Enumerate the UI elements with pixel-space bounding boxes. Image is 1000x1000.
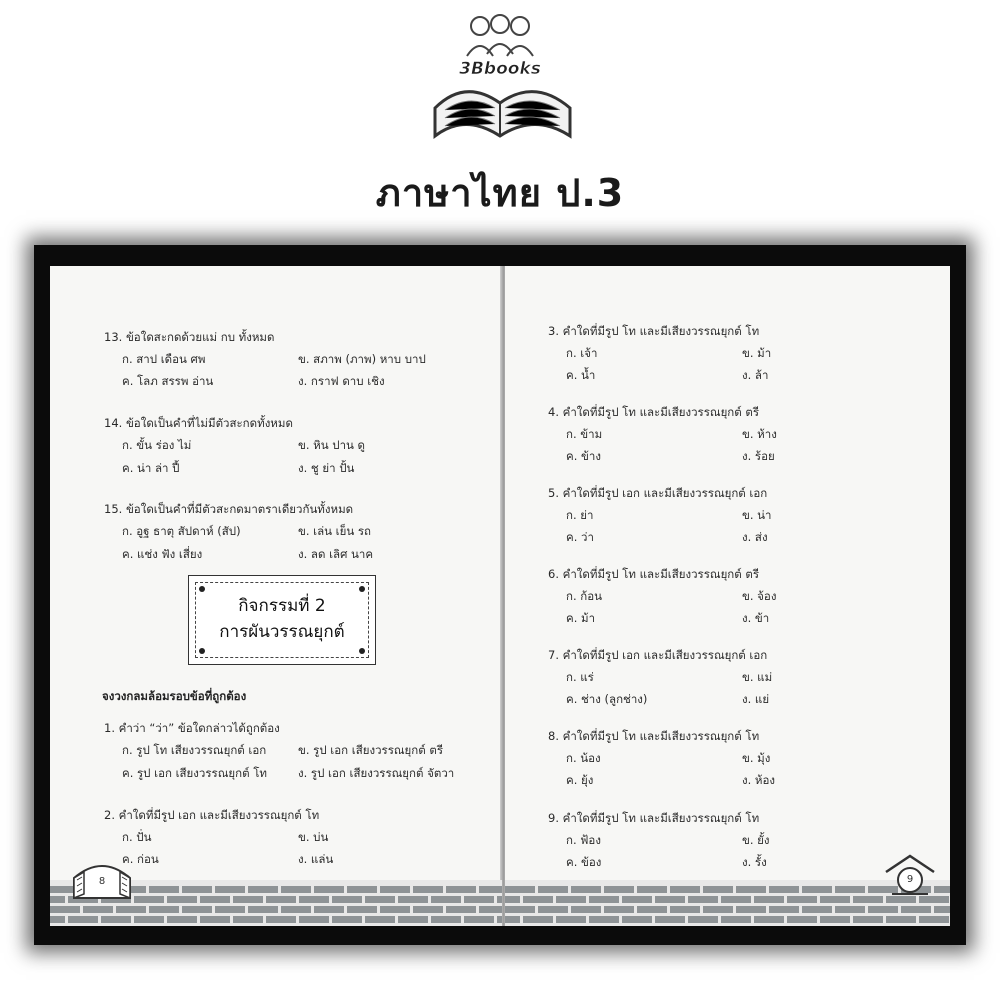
option-c: ค. โลภ สรรพ อ่าน bbox=[122, 374, 214, 388]
option-b: ข. ห้าง bbox=[742, 427, 777, 441]
option-a: ก. สาป เดือน ศพ bbox=[122, 352, 206, 366]
question-7: 7. คำใดที่มีรูป เอก และมีเสียงวรรณยุกต์ เอก bbox=[548, 648, 768, 662]
option-b: ข. แม่ bbox=[742, 670, 773, 684]
option-a: ก. ฟ้อง bbox=[566, 833, 601, 847]
option-a: ก. รูป โท เสียงวรรณยุกต์ เอก bbox=[122, 743, 267, 757]
activity-title: กิจกรรมที่ 2 bbox=[238, 596, 326, 616]
question-4: 4. คำใดที่มีรูป โท และมีเสียงวรรณยุกต์ ตรี bbox=[548, 405, 760, 419]
option-c: ค. ว่า bbox=[566, 530, 594, 544]
option-b: ข. ม้า bbox=[742, 346, 772, 360]
product-title: ภาษาไทย ป.3 bbox=[375, 171, 625, 215]
person-icon bbox=[471, 17, 489, 35]
option-c: ค. ข้อง bbox=[566, 855, 602, 869]
option-c: ค. รูป เอก เสียงวรรณยุกต์ โท bbox=[122, 766, 267, 780]
option-d: ง. ล้า bbox=[742, 368, 769, 382]
option-d: ง. ส่ง bbox=[742, 530, 768, 544]
activity-box bbox=[188, 575, 376, 665]
option-a: ก. ข้าม bbox=[566, 427, 603, 441]
person-icon bbox=[491, 15, 509, 33]
option-c: ค. น้ำ bbox=[566, 368, 596, 382]
option-b: ข. เล่น เย็น รถ bbox=[298, 524, 371, 538]
question-6: 6. คำใดที่มีรูป โท และมีเสียงวรรณยุกต์ ตรี bbox=[548, 567, 760, 581]
option-d: ง. กราฟ ดาบ เชิง bbox=[298, 374, 385, 388]
option-c: ค. ช่าง (ลูกช่าง) bbox=[566, 692, 648, 706]
option-d: ง. ข้า bbox=[742, 611, 770, 625]
option-c: ค. ม้า bbox=[566, 611, 596, 625]
option-b: ข. น่า bbox=[742, 508, 772, 522]
option-d: ง. รูป เอก เสียงวรรณยุกต์ จัตวา bbox=[298, 766, 455, 780]
option-d: ง. ชู ย่า ปั้น bbox=[298, 461, 355, 475]
question-14: 14. ข้อใดเป็นคำที่ไม่มีตัวสะกดทั้งหมด bbox=[104, 416, 293, 430]
option-a: ก. ย่า bbox=[566, 508, 594, 522]
question-8: 8. คำใดที่มีรูป โท และมีเสียงวรรณยุกต์ โท bbox=[548, 729, 760, 743]
option-b: ข. หิน ปาน ดู bbox=[298, 438, 366, 452]
question-5: 5. คำใดที่มีรูป เอก และมีเสียงวรรณยุกต์ เอก bbox=[548, 486, 768, 500]
question-9: 9. คำใดที่มีรูป โท และมีเสียงวรรณยุกต์ โท bbox=[548, 811, 760, 825]
instruction: จงวงกลมล้อมรอบข้อที่ถูกต้อง bbox=[102, 689, 247, 703]
option-c: ค. ก่อน bbox=[122, 852, 159, 866]
option-d: ง. แล่น bbox=[298, 852, 334, 866]
option-b: ข. บ่น bbox=[298, 830, 329, 844]
option-a: ก. น้อง bbox=[566, 751, 601, 765]
option-a: ก. ขั้น ร่อง ไม่ bbox=[122, 438, 192, 452]
question-15: 15. ข้อใดเป็นคำที่มีตัวสะกดมาตราเดียวกันทั้งหมด bbox=[104, 502, 354, 516]
activity-subtitle: การผันวรรณยุกต์ bbox=[219, 622, 345, 642]
option-c: ค. ยุ้ง bbox=[566, 773, 594, 787]
corner-dot bbox=[359, 648, 365, 654]
question-13: 13. ข้อใดสะกดด้วยแม่ กบ ทั้งหมด bbox=[104, 330, 275, 344]
option-b: ข. สภาพ (ภาพ) หาบ บาป bbox=[298, 352, 426, 366]
question-3: 3. คำใดที่มีรูป โท และมีเสียงวรรณยุกต์ โท bbox=[548, 324, 760, 338]
option-d: ง. รั้ง bbox=[742, 855, 767, 869]
question-1: 1. คำว่า “ว่า” ข้อใดกล่าวได้ถูกต้อง bbox=[104, 721, 280, 735]
3bbooks-logo bbox=[405, 8, 595, 158]
option-d: ง. ลด เลิศ นาค bbox=[298, 547, 374, 561]
option-b: ข. จ้อง bbox=[742, 589, 777, 603]
logo-text: 3Bbooks bbox=[459, 59, 541, 79]
option-b: ข. รูป เอก เสียงวรรณยุกต์ ตรี bbox=[298, 743, 444, 757]
page-number-right: 9 bbox=[906, 874, 914, 885]
corner-dot bbox=[199, 648, 205, 654]
option-d: ง. แย่ bbox=[742, 692, 770, 706]
option-b: ข. มุ้ง bbox=[742, 751, 771, 765]
page-number-left: 8 bbox=[98, 876, 106, 887]
option-a: ก. อูฐ ธาตุ สัปดาห์ (สัป) bbox=[122, 524, 241, 538]
person-icon bbox=[511, 17, 529, 35]
option-d: ง. ร้อย bbox=[742, 449, 775, 463]
option-c: ค. น่า ล่า ปี้ bbox=[122, 461, 180, 475]
question-2: 2. คำใดที่มีรูป เอก และมีเสียงวรรณยุกต์ โท bbox=[104, 808, 320, 822]
option-a: ก. เจ้า bbox=[566, 346, 598, 360]
option-a: ก. แร่ bbox=[566, 670, 594, 684]
option-b: ข. ยั้ง bbox=[742, 833, 770, 847]
option-a: ก. ก้อน bbox=[566, 589, 603, 603]
option-a: ก. ปั่น bbox=[122, 830, 152, 844]
option-c: ค. ข้าง bbox=[566, 449, 601, 463]
option-d: ง. ห้อง bbox=[742, 773, 776, 787]
option-c: ค. แช่ง ฟัง เสี่ยง bbox=[122, 547, 203, 561]
